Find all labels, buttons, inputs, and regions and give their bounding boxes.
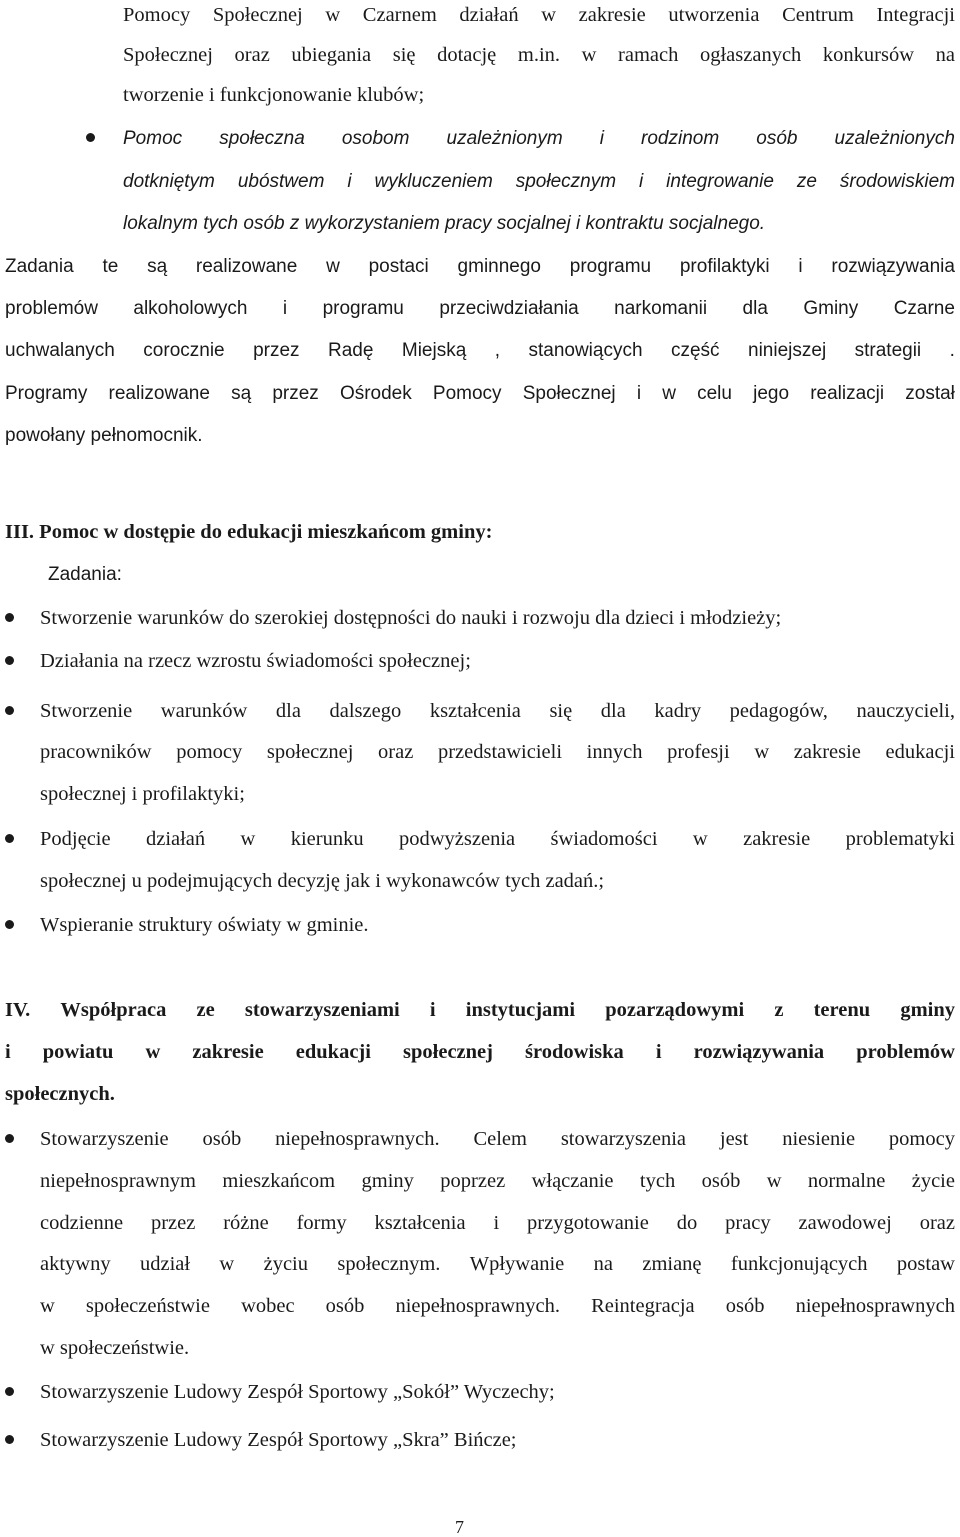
word: wykluczeniem [374,171,493,192]
word: w [240,828,256,850]
word: oraz [378,741,414,763]
word: został [905,383,955,404]
word: się [392,44,416,66]
section-3-item-4-line-2: społecznej u podejmujących decyzję jak i wykonawców tych zadań.; [40,870,605,892]
word: włączanie [531,1170,614,1192]
word: pozarządowymi [605,999,745,1021]
word: są [231,383,252,404]
word: społecznym [515,171,617,192]
word: przez [253,340,300,361]
word: Wpływanie [469,1253,565,1275]
italic-item-line-2 [123,169,955,195]
word: osób [325,1295,365,1317]
word: niesienie [782,1128,856,1150]
word: zakresie [793,741,861,763]
word: Centrum [782,4,854,26]
section-4-heading-line-3: społecznych. [5,1083,115,1105]
word: innych [586,741,643,763]
intro-line-3: tworzenie i funkcjonowanie klubów; [123,84,425,106]
word: profilaktyki [679,256,770,277]
word: Celem [473,1128,527,1150]
word: postaci [368,256,429,277]
word: zmianę [642,1253,702,1275]
word: Programy [5,383,88,404]
word: problematyki [845,828,955,850]
word: w [766,1170,782,1192]
word: i [636,383,642,404]
zadania-para-line-1 [5,254,955,280]
word: w [581,44,597,66]
word: i [429,999,436,1021]
word: w [325,4,341,26]
word: stowarzyszeniami [244,999,400,1021]
word: oraz [234,44,270,66]
word: jest [719,1128,749,1150]
word: nauczycieli, [856,700,955,722]
word: mieszkańcom [222,1170,336,1192]
word: przygotowanie [527,1212,649,1234]
word: są [147,256,168,277]
word: gminnego [457,256,541,277]
word: normalne [807,1170,886,1192]
word: gminy [900,999,955,1021]
word: te [102,256,119,277]
word: środowiska [525,1041,624,1063]
word: corocznie [143,340,225,361]
word: ubiegania [291,44,372,66]
bullet-icon [5,834,14,843]
section-4-item-1-line-1 [40,1126,955,1152]
word: pomocy [176,741,243,763]
word: osobom [341,128,410,149]
word: problemów [5,298,98,319]
word: w [219,1253,235,1275]
section-4-item-1-line-3 [40,1210,955,1236]
word: kształcenia [374,1212,466,1234]
word: społeczeństwie [85,1295,210,1317]
word: realizowane [108,383,210,404]
word: środowiskiem [839,171,955,192]
section-3-item-1: Stworzenie warunków do szerokiej dostępności do nauki i rozwoju dla dzieci i młodzieży; [40,607,782,629]
word: świadomości [550,828,658,850]
word: oraz [919,1212,955,1234]
section-3-subheading: Zadania: [48,564,122,585]
word: dla [742,298,768,319]
word: w [145,1041,161,1063]
section-3-item-3-line-2 [40,739,955,765]
word: niepełnosprawnych. [395,1295,560,1317]
word: w [662,383,676,404]
section-4-heading-line-1 [5,997,955,1023]
word: aktywny [40,1253,111,1275]
section-3-item-2: Działania na rzecz wzrostu świadomości społecznej; [40,650,471,672]
word: podwyższenia [398,828,516,850]
word: się [549,700,573,722]
word: zakresie [578,4,646,26]
bullet-icon [5,706,14,715]
word: gminy [361,1170,414,1192]
word: zawodowej [798,1212,892,1234]
section-3-item-4-line-1 [40,826,955,852]
word: jego [753,383,790,404]
word: pracy [725,1212,771,1234]
word: w [40,1295,55,1317]
word: ze [196,999,215,1021]
word: integrowanie [666,171,774,192]
word: profesji [667,741,730,763]
bullet-icon [5,1134,14,1143]
word: Zadania [5,256,74,277]
word: dalszego [329,700,402,722]
word: kształcenia [429,700,521,722]
word: ogłaszanych [699,44,802,66]
word: i [493,1212,500,1234]
word: realizacji [810,383,885,404]
word: warunków [160,700,248,722]
word: formy [296,1212,347,1234]
word: Podjęcie [40,828,111,850]
word: kadry [654,700,702,722]
word: ubóstwem [237,171,325,192]
word: osób [202,1128,242,1150]
word: uchwalanych [5,340,115,361]
word: postaw [896,1253,955,1275]
bullet-icon [5,1435,14,1444]
word: uzależnionym [446,128,563,149]
word: osób [725,1295,765,1317]
zadania-para-line-5: powołany pełnomocnik. [5,425,203,446]
word: w [754,741,770,763]
word: rodzinom [641,128,720,149]
italic-item-line-1 [123,126,955,152]
word: rozwiązywania [693,1041,825,1063]
section-4-item-1-line-2 [40,1168,955,1194]
word: społecznej [403,1041,493,1063]
word: dla [275,700,301,722]
word: dotację [437,44,497,66]
word: Czarne [893,298,955,319]
word: zakresie [743,828,811,850]
word: z [774,999,784,1021]
word: kierunku [290,828,364,850]
word: przedstawicieli [437,741,563,763]
word: . [949,340,955,361]
word: niepełnosprawnych [795,1295,955,1317]
word: przeciwdziałania [439,298,579,319]
word: i [639,171,644,192]
zadania-para-line-2 [5,296,955,322]
word: w [326,256,340,277]
word: Społecznej [123,44,213,66]
word: pedagogów, [729,700,828,722]
word: poprzez [440,1170,506,1192]
word: na [935,44,955,66]
word: Integracji [876,4,955,26]
word: przez [272,383,319,404]
word: utworzenia [668,4,760,26]
word: niniejszej [748,340,827,361]
word: i [5,1041,11,1063]
word: osób [701,1170,741,1192]
word: Reintegracja [591,1295,695,1317]
word: do [676,1212,698,1234]
word: Pomoc [123,128,183,149]
section-4-item-1-line-6: w społeczeństwie. [40,1337,190,1359]
word: i [282,298,288,319]
word: Radę [328,340,374,361]
intro-line-1 [123,2,955,28]
intro-line-2 [123,42,955,68]
word: wobec [241,1295,295,1317]
word: edukacji [885,741,955,763]
word: realizowane [195,256,298,277]
word: Gminy [803,298,859,319]
word: ramach [618,44,679,66]
word: dla [600,700,626,722]
word: stowarzyszenia [560,1128,687,1150]
word: edukacji [295,1041,371,1063]
word: Pomocy [123,4,191,26]
section-3-item-3-line-3: społecznej i profilaktyki; [40,783,245,805]
word: Stowarzyszenie [40,1128,169,1150]
word: i [655,1041,662,1063]
section-4-heading-line-2 [5,1039,955,1065]
word: Ośrodek [339,383,412,404]
section-4-item-3: Stowarzyszenie Ludowy Zespół Sportowy „Skra” Bińcze; [40,1429,517,1451]
word: strategii [854,340,922,361]
section-4-item-2: Stowarzyszenie Ludowy Zespół Sportowy „Sokół” Wyczechy; [40,1381,555,1403]
word: działań [145,828,206,850]
word: niepełnosprawnych. [275,1128,440,1150]
word: tych [639,1170,676,1192]
word: niepełnosprawnym [40,1170,196,1192]
bullet-icon [86,133,95,142]
word: rozwiązywania [831,256,955,277]
section-3-item-5: Wspieranie struktury oświaty w gminie. [40,914,369,936]
bullet-icon [5,1387,14,1396]
zadania-para-line-3 [5,338,955,364]
word: ze [796,171,817,192]
word: w [692,828,708,850]
word: celu [697,383,732,404]
word: życiu [263,1253,308,1275]
bullet-icon [5,656,14,665]
word: życie [911,1170,955,1192]
word: Stworzenie [40,700,133,722]
word: i [347,171,352,192]
zadania-para-line-4 [5,381,955,407]
word: Społecznej [212,4,303,26]
word: codzienne [40,1212,124,1234]
page-number: 7 [455,1517,464,1537]
word: , [494,340,501,361]
word: Czarnem [362,4,437,26]
word: część [670,340,720,361]
word: Społecznej [522,383,616,404]
word: programu [322,298,404,319]
word: IV. [5,999,31,1021]
word: społeczna [219,128,305,149]
word: na [593,1253,613,1275]
word: narkomanii [614,298,708,319]
word: terenu [813,999,871,1021]
word: pracowników [40,741,152,763]
italic-item-line-3: lokalnym tych osób z wykorzystaniem pracy socjalnej i kontraktu socjalnego. [123,213,766,234]
word: programu [569,256,652,277]
word: różne [223,1212,269,1234]
word: dotkniętym [123,171,215,192]
word: działań [459,4,519,26]
word: i [798,256,803,277]
word: stanowiących [528,340,643,361]
word: przez [150,1212,196,1234]
word: osób [756,128,798,149]
bullet-icon [5,613,14,622]
word: m.in. [517,44,561,66]
word: uzależnionych [834,128,955,149]
section-3-item-3-line-1 [40,698,955,724]
word: i [599,128,604,149]
word: funkcjonujących [730,1253,868,1275]
section-4-item-1-line-5 [40,1293,955,1319]
word: w [541,4,557,26]
word: Współpraca [60,999,167,1021]
section-3-heading: III. Pomoc w dostępie do edukacji mieszkańcom gminy: [5,521,493,543]
word: powiatu [42,1041,114,1063]
word: problemów [856,1041,955,1063]
word: zakresie [192,1041,264,1063]
word: udział [139,1253,191,1275]
word: instytucjami [465,999,576,1021]
word: Pomocy [432,383,502,404]
word: konkursów [822,44,914,66]
word: społecznej [266,741,354,763]
section-4-item-1-line-4 [40,1251,955,1277]
word: pomocy [888,1128,955,1150]
bullet-icon [5,920,14,929]
word: alkoholowych [133,298,248,319]
word: Miejską [401,340,467,361]
word: społecznym. [337,1253,441,1275]
